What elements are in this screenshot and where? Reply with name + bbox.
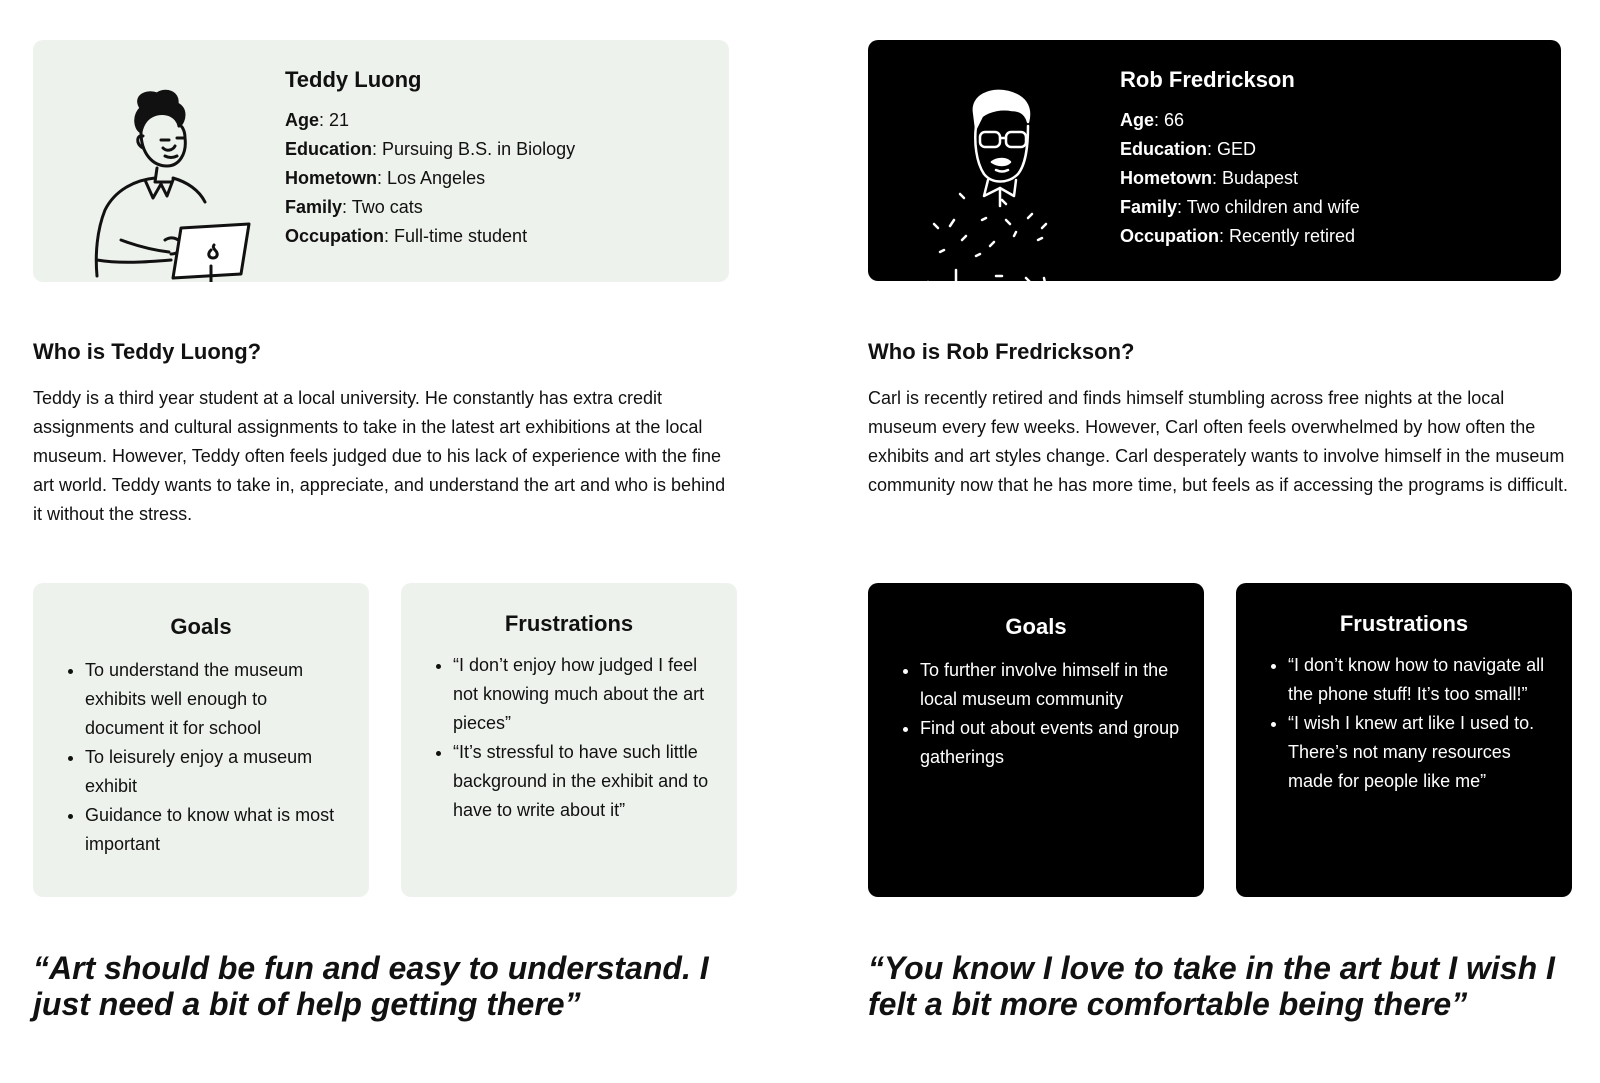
fact-occupation — [1120, 222, 1550, 251]
persona-name: Teddy Luong — [285, 67, 422, 92]
student-with-laptop-illustration — [61, 70, 251, 282]
goals-box — [33, 583, 369, 897]
goals-list — [868, 656, 1204, 772]
fact-label: Occupation — [285, 226, 385, 246]
goal-item: • Guidance to know what is most important — [85, 801, 345, 859]
goal-item: • To further involve himself in the local museum community — [920, 656, 1180, 714]
profile-card — [868, 40, 1561, 281]
fact-education — [285, 135, 715, 164]
goal-item: • To leisurely enjoy a museum exhibit — [85, 743, 345, 801]
persona-bio: Carl is recently retired and finds himself stumbling across free nights at the local museum every few weeks. However, Carl often feels overwhelmed by how often the exhibits and art styles change. Carl desperately wants to involve himself in the museum community now that he has more time, but feels as if accessing the programs is difficult. — [868, 388, 1568, 495]
goals-box — [868, 583, 1204, 897]
fact-hometown — [285, 164, 715, 193]
fact-value: : Recently retired — [1219, 226, 1356, 246]
frustrations-box — [1236, 583, 1572, 897]
fact-label: Family — [285, 197, 343, 217]
fact-occupation — [285, 222, 715, 251]
fact-value: : Budapest — [1212, 168, 1299, 188]
frustration-item: • “I wish I knew art like I used to. There’s not many resources made for people like me” — [1288, 709, 1548, 796]
fact-value: : GED — [1207, 139, 1257, 159]
fact-label: Age — [1120, 110, 1155, 130]
fact-age — [1120, 106, 1550, 135]
facts-list — [285, 106, 715, 251]
fact-family — [285, 193, 715, 222]
goal-item: • Find out about events and group gatherings — [920, 714, 1180, 772]
frustrations-box — [401, 583, 737, 897]
fact-value: : 66 — [1154, 110, 1185, 130]
goals-heading: Goals — [170, 614, 232, 639]
fact-family — [1120, 193, 1550, 222]
fact-label: Education — [1120, 139, 1208, 159]
fact-value: : Pursuing B.S. in Biology — [372, 139, 576, 159]
profile-card — [33, 40, 729, 282]
goals-heading: Goals — [1005, 614, 1067, 639]
fact-education — [1120, 135, 1550, 164]
persona-teddy — [33, 0, 763, 1083]
fact-label: Occupation — [1120, 226, 1220, 246]
fact-value: : Two cats — [342, 197, 423, 217]
fact-label: Family — [1120, 197, 1178, 217]
fact-label: Education — [285, 139, 373, 159]
fact-value: : Two children and wife — [1177, 197, 1360, 217]
fact-value: : 21 — [319, 110, 350, 130]
older-man-with-glasses-illustration — [896, 70, 1086, 282]
persona-name: Rob Fredrickson — [1120, 67, 1295, 92]
frustration-item: • “I don’t know how to navigate all the phone stuff! It’s too small!” — [1288, 651, 1548, 709]
goals-list — [33, 656, 369, 859]
who-is-heading: Who is Teddy Luong? — [33, 339, 262, 364]
fact-label: Hometown — [1120, 168, 1212, 188]
facts-list — [1120, 106, 1550, 251]
persona-quote: “Art should be fun and easy to understand. I just need a bit of help getting there” — [33, 950, 709, 1022]
frustrations-list — [1236, 651, 1572, 796]
who-is-heading: Who is Rob Fredrickson? — [868, 339, 1135, 364]
fact-age — [285, 106, 715, 135]
profile-info — [1120, 66, 1550, 251]
fact-hometown — [1120, 164, 1550, 193]
fact-label: Age — [285, 110, 320, 130]
frustrations-heading: Frustrations — [1339, 611, 1469, 636]
frustrations-list — [401, 651, 737, 825]
persona-quote: “You know I love to take in the art but I wish I felt a bit more comfortable being there” — [868, 950, 1555, 1022]
persona-rob — [868, 0, 1598, 1083]
fact-value: : Full-time student — [384, 226, 528, 246]
frustration-item: • “I don’t enjoy how judged I feel not knowing much about the art pieces” — [453, 651, 713, 738]
profile-info — [285, 66, 715, 251]
fact-value: : Los Angeles — [377, 168, 486, 188]
goal-item: • To understand the museum exhibits well enough to document it for school — [85, 656, 345, 743]
fact-label: Hometown — [285, 168, 377, 188]
frustrations-heading: Frustrations — [504, 611, 634, 636]
persona-bio: Teddy is a third year student at a local university. He constantly has extra credit assignments and cultural assignments to take in the latest art exhibitions at the local museum. However, Teddy often feels judged due to his lack of experience with the fine art world. Teddy wants to take in, appreciate, and understand the art and who is behind it without the stress. — [33, 388, 726, 524]
frustration-item: • “It’s stressful to have such little background in the exhibit and to have to write about it” — [453, 738, 713, 825]
